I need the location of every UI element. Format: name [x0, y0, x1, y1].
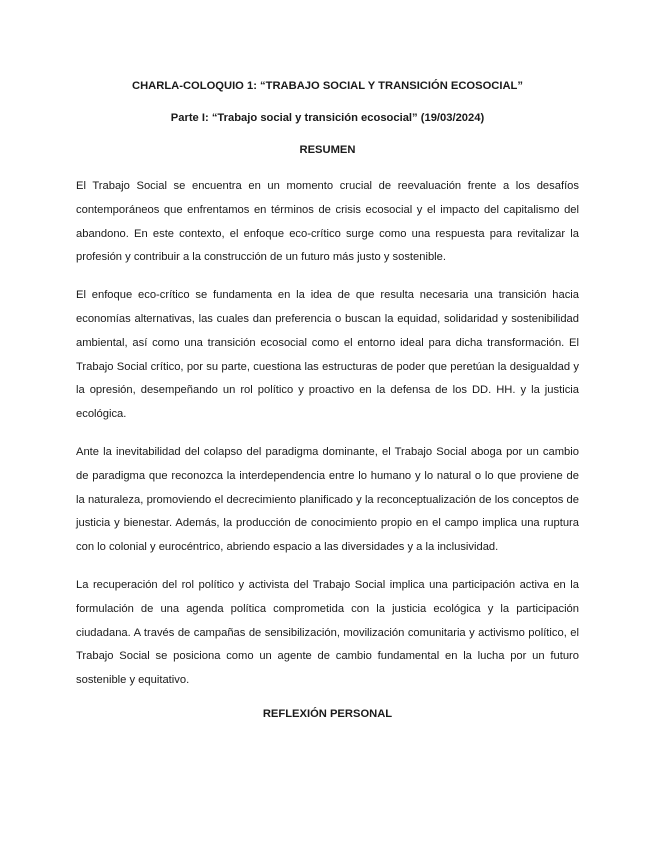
summary-heading: RESUMEN — [299, 144, 356, 156]
document-title: CHARLA-COLOQUIO 1: “TRABAJO SOCIAL Y TRANSICIÓN ECOSOCIAL” — [132, 80, 523, 92]
summary-paragraph-3: Ante la inevitabilidad del colapso del paradigma dominante, el Trabajo Social aboga por un cambio de paradigma que reconozca la interdependencia entre lo humano y lo natural o lo que proviene de la naturaleza, promoviendo el decrecimiento planificado y la reconceptualización de los conceptos de justicia y bienestar. Además, la producción de conocimiento propio en el campo implica una ruptura con lo colonial y eurocéntrico, abriendo espacio a las diversidades y a la inclusividad. — [76, 445, 579, 554]
summary-paragraph-1: El Trabajo Social se encuentra en un momento crucial de reevaluación frente a los desafíos contemporáneos que enfrentamos en términos de crisis ecosocial y el impacto del capitalismo del abandono. En este contexto, el enfoque eco-crítico surge como una respuesta para revitalizar la profesión y contribuir a la construcción de un futuro más justo y sostenible. — [76, 180, 579, 264]
summary-paragraph-2: El enfoque eco-crítico se fundamenta en la idea de que resulta necesaria una transición hacia economías alternativas, las cuales dan preferencia o buscan la equidad, solidaridad y sostenibilidad ambiental, así como una transición ecosocial como el entorno ideal para dicha transformación. El Trabajo Social crítico, por su parte, cuestiona las estructuras de poder que peretúan la desigualdad y la opresión, desempeñando un rol político y proactivo en la defensa de los DD. HH. y la justicia ecológica. — [76, 289, 579, 421]
summary-paragraph-4: La recuperación del rol político y activista del Trabajo Social implica una participación activa en la formulación de una agenda política comprometida con la justicia ecológica y la participación ciudadana. A través de campañas de sensibilización, movilización comunitaria y activismo político, el Trabajo Social se posiciona como un agente de cambio fundamental en la lucha por un futuro sostenible y equitativo. — [76, 578, 579, 687]
reflection-heading: REFLEXIÓN PERSONAL — [262, 707, 393, 720]
document-subtitle: Parte I: “Trabajo social y transición ecosocial” (19/03/2024) — [170, 112, 485, 124]
